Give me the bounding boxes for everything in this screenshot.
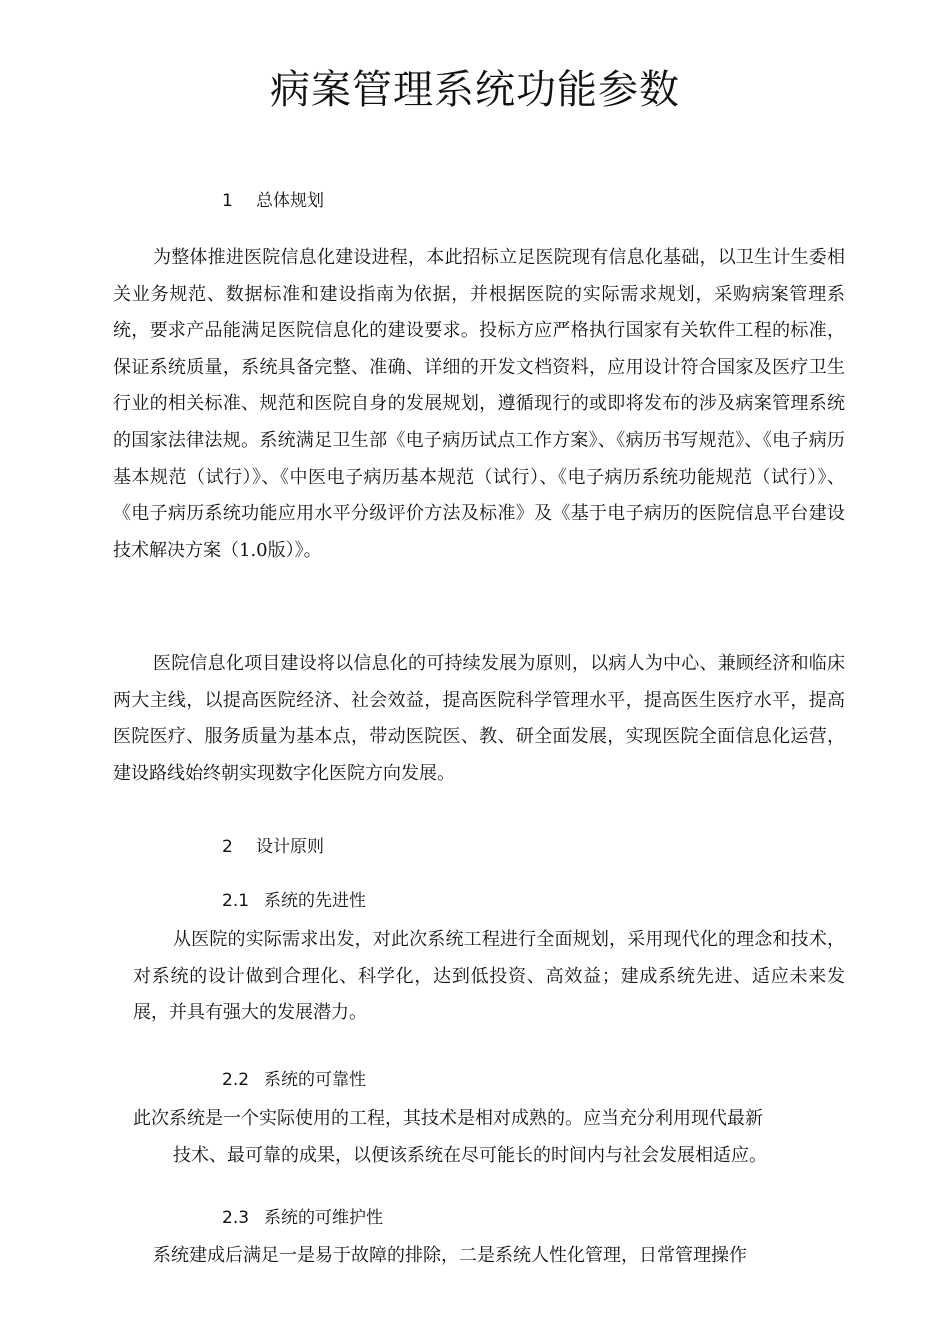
section-1-heading [222,189,324,213]
section-2-3-title: 系统的可维护性 [264,1208,383,1228]
section-1-title: 总体规划 [256,191,324,211]
section-2-3-paragraph: 系统建成后满足一是易于故障的排除，二是系统人性化管理，日常管理操作 [153,1245,747,1266]
section-2-2-paragraph-line-1: 此次系统是一个实际使用的工程，其技术是相对成熟的。应当充分利用现代最新 [133,1108,763,1129]
section-2-3-number: 2.3 [222,1208,250,1228]
section-2-heading [222,835,324,859]
page-title: 病案管理系统功能参数 [270,67,680,113]
section-1-paragraph-2: 医院信息化项目建设将以信息化的可持续发展为原则，以病人为中心、兼顾经济和临床两大主线，以提高医院经济、社会效益，提高医院科学管理水平，提高医生医疗水平，提高医院医疗、服务质量为基本点，带动医院医、教、研全面发展，实现医院全面信息化运营，建设路线始终朝实现数字化医院方向发展。 [113,653,845,784]
section-2-number: 2 [222,837,233,857]
section-2-2-number: 2.2 [222,1070,250,1090]
section-1-paragraph-1: 为整体推进医院信息化建设进程，本此招标立足医院现有信息化基础，以卫生计生委相关业务规范、数据标准和建设指南为依据，并根据医院的实际需求规划，采购病案管理系统，要求产品能满足医院信息化的建设要求。投标方应严格执行国家有关软件工程的标准，保证系统质量，系统具备完整、准确、详细的开发文档资料，应用设计符合国家及医疗卫生行业的相关标准、规范和医院自身的发展规划，遵循现行的或即将发布的涉及病案管理系统的国家法律法规。系统满足卫生部《电子病历试点工作方案》、《病历书写规范》、《电子病历基本规范（试行）》、《中医电子病历基本规范（试行）、《电子病历系统功能规范（试行）》、《电子病历系统功能应用水平分级评价方法及标准》及《基于电子病历的医院信息平台建设技术解决方案（1.0版）》。 [113,247,845,561]
section-2-1-number: 2.1 [222,891,250,911]
section-2-1-heading [222,889,366,913]
section-2-title: 设计原则 [256,837,324,857]
section-2-2-paragraph [133,1101,845,1174]
section-2-1-paragraph: 从医院的实际需求出发，对此次系统工程进行全面规划，采用现代化的理念和技术，对系统的设计做到合理化、科学化，达到低投资、高效益；建成系统先进、适应未来发展，并具有强大的发展潜力。 [133,929,845,1024]
section-2-2-paragraph-line-2: 技术、最可靠的成果，以便该系统在尽可能长的时间内与社会发展相适应。 [173,1144,767,1166]
section-2-3-heading [222,1206,383,1230]
section-2-2-title: 系统的可靠性 [264,1070,366,1090]
section-2-2-heading [222,1068,366,1092]
section-1-number: 1 [222,191,233,211]
section-2-1-title: 系统的先进性 [264,891,366,911]
